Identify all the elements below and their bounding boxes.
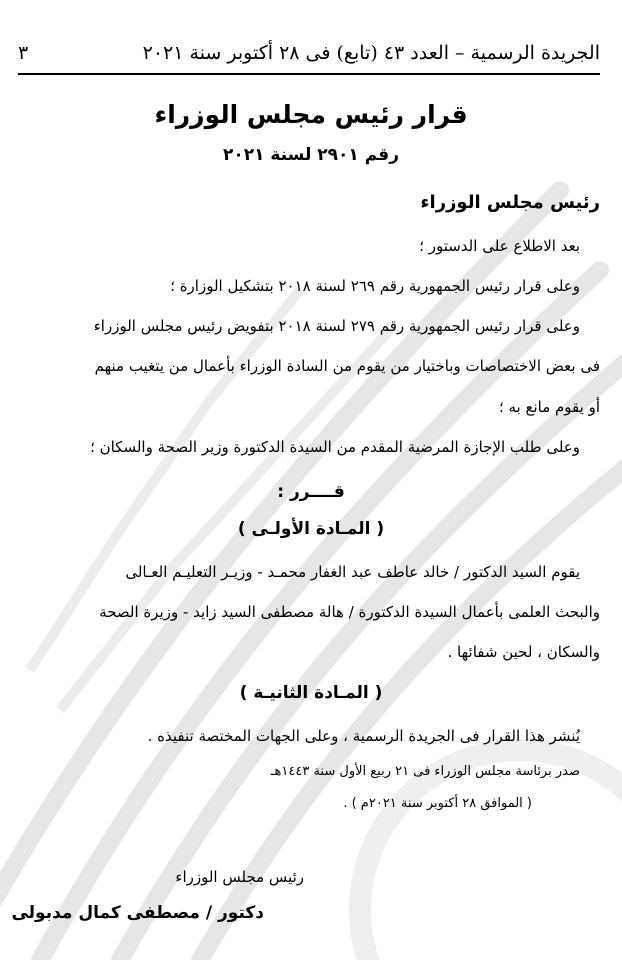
preamble-line: وعلى قرار رئيس الجمهورية رقم ٢٧٩ لسنة ٢٠١٨ بتفويض رئيس مجلس الوزراء — [93, 317, 580, 335]
preamble-line: وعلى قرار رئيس الجمهورية رقم ٢٦٩ لسنة ٢٠١٨ بتشكيل الوزارة ؛ — [170, 277, 580, 295]
article1-heading: ( المـادة الأولـى ) — [237, 519, 385, 539]
signatory-name: دكتور / مصطفى كمال مدبولى — [11, 903, 264, 923]
article2-line: يُنشر هذا القرار فى الجريدة الرسمية ، وعلى الجهات المختصة تنفيذه . — [147, 727, 580, 745]
article1-line: والسكان ، لحين شفائها . — [447, 643, 600, 661]
page-header — [18, 36, 600, 70]
article1-line: والبحث العلمى بأعمال السيدة الدكتورة / هالة مصطفى السيد زايد - وزيرة الصحة — [99, 603, 600, 621]
preamble-line: وعلى طلب الإجازة المرضية المقدم من السيدة الدكتورة وزير الصحة والسكان ؛ — [90, 438, 580, 456]
issuance-date-hijri: صدر برئاسة مجلس الوزراء فى ٢١ ربيع الأول سنة ١٤٤٣هـ — [270, 764, 580, 779]
preamble-line: فى بعض الاختصاصات وباختيار من يقوم من السادة الوزراء بأعمال من يتغيب منهم — [94, 357, 600, 375]
decree-number: رقم ٢٩٠١ لسنة ٢٠٢١ — [223, 145, 399, 165]
article2-heading: ( المـادة الثانيـة ) — [239, 683, 383, 703]
header-divider — [18, 73, 600, 75]
preamble-line: أو يقوم مانع به ؛ — [498, 398, 600, 416]
signatory-office: رئيس مجلس الوزراء — [175, 868, 304, 886]
decided-heading: قــــرر : — [277, 482, 345, 502]
preamble-line: بعد الاطلاع على الدستور ؛ — [419, 237, 580, 255]
decree-addressee: رئيس مجلس الوزراء — [420, 192, 600, 213]
page-number: ٣ — [18, 42, 29, 64]
article1-line: يقوم السيد الدكتور / خالد عاطف عبد الغفار محمـد - وزيـر التعليـم العـالى — [125, 563, 580, 581]
watermark-seal — [0, 150, 622, 960]
issuance-date-gregorian: ( الموافق ٢٨ أكتوبر سنة ٢٠٢١م ) . — [343, 796, 532, 811]
header-title: الجريدة الرسمية – العدد ٤٣ (تابع) فى ٢٨ أكتوبر سنة ٢٠٢١ — [142, 42, 600, 64]
decree-title: قرار رئيس مجلس الوزراء — [154, 100, 468, 129]
